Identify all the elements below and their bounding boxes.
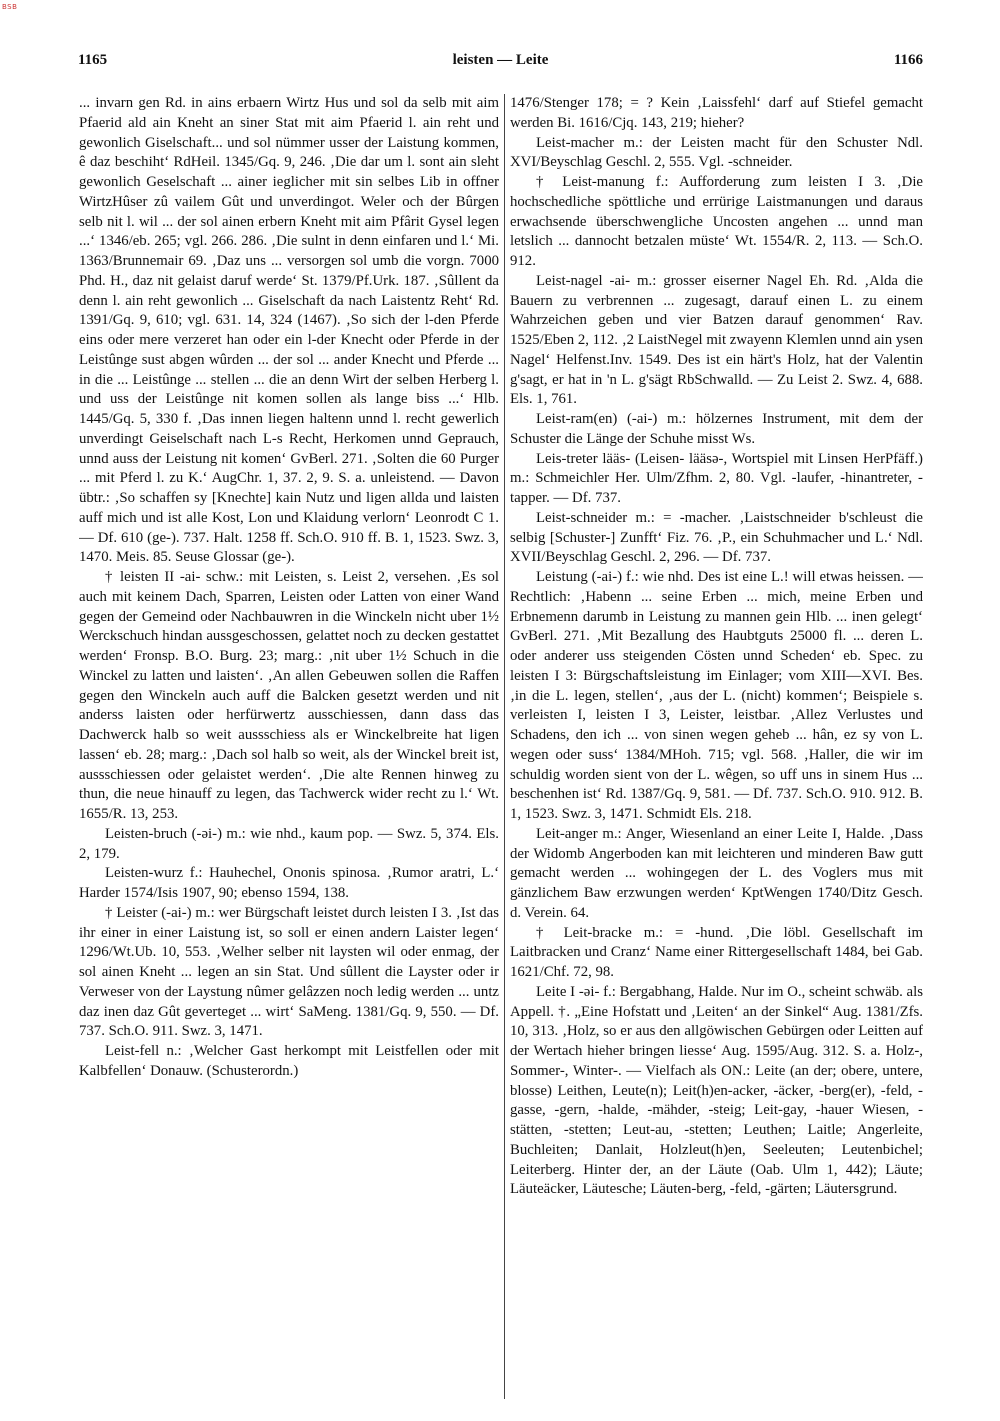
entry-paragraph: ... invarn gen Rd. in ains erbaern Wirtz Hus und sol da selb mit aim Pfaerid ald ain Kneht an siner Stat mit aim Pfaerid l. ain reht und gewonlich Giselschaft... und sol nümmer usser der Laistung kommen, ê daz beschiht‘ RdHeil. 1345/Gq. 9, 246. ‚Die dar um l. sont ain sleht gewonlich Geselschaft ... ainer ieglicher mit sin selbes Lib in offner WirtzHûser zû vailem Gût und unverdingot. Weler och der Bûrgen selb nit l. wil ... der sol ainen erbern Kneht mit aim Pfârit Gysel legen ...‘ 1346/eb. 265; vgl. 266. 286. ‚Die sulnt in denn einfaren und l.‘ Mi. 1363/Brunnemair 69. ‚Daz uns ... versorgen sol umb die vorgn. 7000 Phd. H., daz nit gelaist daruf werde‘ St. 1379/Pf.Urk. 187. ‚Sûllent da denn l. ain reht gewonlich ... Giselschaft da nach Laistentz Reht‘ Rd. 1391/Gq. 9, 610; vgl. 631. 14, 324 (1467). ‚So sich der l-den Pferde eins oder mere verzeret han oder ein l-der Knecht oder Pferde in der Leistûnge sust abgen wûrden ... der sol ... ander Knecht und Pferde ... in die ... Leistûnge ... stellen ... die an denn Wirt der selben Herberg l. und uss der Leistûnge nit komen sollen als lange biss ...‘ Hlb. 1445/Gq. 5, 330 f. ‚Das innen liegen haltenn unnd l. recht gewerlich unverdingt Geiselschaft nach L-s Recht, Herkomen unnd Geprauch, unnd auss der Leistung nit komen‘ GvBerl. 271. ‚Solten die 60 Purger ... mit Pferd l. zu K.‘ AugChr. 1, 37. 2, 9. S. a. unleistend. — Davon übtr.: ‚So schaffen sy [Knechte] kain Nutz und ligen allda und laisten auff mich und ist alle Kost, Lon und Klaidung verlorn‘ Leonrodt C 1. — Df. 610 (ge-). 737. Halt. 1258 ff. Sch.O. 910 ff. B. 1, 1523. Swz. 3, 1470. Meis. 85. Seuse Glossar (ge-). (79, 95, 499, 566)
entry-paragraph: Leisten-wurz f.: Hauhechel, Ononis spinosa. ‚Rumor aratri, L.‘ Harder 1574/Isis 1907, 90; ebenso 1594, 138. (79, 865, 499, 901)
entry-paragraph: Leist-nagel -ai- m.: grosser eiserner Nagel Eh. Rd. ‚Alda die Bauern zu verbrennen ... zugesagt, darauf einen L. zu einem Wahrzeichen geben und vier Batzen darauf genommen‘ Rav. 1525/Eben 2, 112. ‚2 LaistNegel mit zwayenn Klemlen unnd ain ysen Nagel‘ Helfenst.Inv. 1549. Des ist ein härt's Holz, hat der Valentin g'sagt, er hat in 'n L. g'sägt RbSchwalld. — Zu Leist 2. Swz. 4, 688. Els. 1, 761. (510, 272, 923, 408)
entry-paragraph: Leist-fell n.: ‚Welcher Gast herkompt mit Leistfellen oder mit Kalbfellen‘ Donauw. (Schusterordn.) (79, 1043, 499, 1079)
page-number-left: 1165 (78, 52, 108, 68)
entry-paragraph: 1476/Stenger 178; = ? Kein ‚Laissfehl‘ darf auf Stiefel gemacht werden Bi. 1616/Cjq. 143, 219; hieher? (510, 95, 923, 131)
entry-paragraph: † Leist-manung f.: Aufforderung zum leisten I 3. ‚Die hochschedliche spöttliche und errürige Laistmanungen und daraus erwachsende überschwengliche Uncosten angehen ... unnd man letslich ... dannocht betzalen müste‘ Wt. 1554/R. 2, 113. — Sch.O. 912. (510, 174, 923, 269)
right-column (510, 94, 923, 1404)
page-header (78, 52, 923, 72)
entry-paragraph: † Leister (-ai-) m.: wer Bürgschaft leistet durch leisten I 3. ‚Ist das ihr einer in einer Laistung ist, so soll er einen andern Laister legen‘ 1296/Wt.Ub. 10, 553. ‚Welher selber nit laysten wil oder enmag, der sol ainen Kneht ... legen an sin Stat. Und sûllent die Layster oder ir Verweser von der Laystung nûmer gelâzzen noch ledig werden ... untz daz inen daz Gût geverteget ... wirt‘ SaMeng. 1381/Gq. 9, 550. — Df. 737. Sch.O. 911. Swz. 3, 1471. (79, 904, 499, 1040)
left-column (79, 94, 499, 1404)
entry-paragraph: Leist-schneider m.: = -macher. ‚Laistschneider b'schleust die selbig [Schuster-] Zunfft‘ Fiz. 76. ‚P., ein Schuhmacher und L.‘ Ndl. XVII/Beyschlag Geschl. 2, 296. — Df. 737. (510, 509, 923, 566)
entry-paragraph: Leist-macher m.: der Leisten macht für den Schuster Ndl. XVI/Beyschlag Geschl. 2, 555. Vgl. -schneider. (510, 134, 923, 171)
column-divider (504, 94, 505, 1399)
entry-paragraph: Leistung (-ai-) f.: wie nhd. Des ist eine L.! will etwas heissen. — Rechtlich: ‚Habenn ... seine Erben ... mich, meine Erben und Erbnemenn darumb in Leistung zu mannen gein Hlb. ... inen gelegt‘ GvBerl. 271. ‚Mit Bezallung des Haubtguts 25000 fl. ... deren L. oder anderer uss steigenden Cösten unnd Scheden‘ eb. Spec. zu leisten I 3: Bürgschaftsleistung im Einlager; vom XIII—XVI. Bes. ‚in die L. legen, stellen‘, ‚aus der L. (nicht) kommen‘; Beispiele s. verleisten I, leisten I 3, Leister, leistbar. ‚Allez Verlustes und Schadens, den ich ... von sinen wegen geheb ... hân, ez sy von L. wegen oder suss‘ 1384/MHoh. 715; vgl. 568. ‚Haller, die wir im schuldig worden sient von der L. wêgen, so uff uns in sinem Hus ... beschenhen ist‘ Rd. 1387/Gq. 9, 581. — Df. 737. Sch.O. 910. 912. B. 1, 1523. Swz. 3, 1471. Schmidt Els. 218. (510, 569, 923, 822)
entry-paragraph: Leis-treter lääs- (Leisen- lääsə-, Wortspiel mit Linsen HerPfäff.) m.: Schmeichler Her. Ulm/Zfhm. 2, 80. Vgl. -laufer, -hinantreter, -tapper. — Df. 737. (510, 450, 923, 506)
entry-paragraph: † leisten II -ai- schw.: mit Leisten, s. Leist 2, versehen. ‚Es sol auch mit keinem Dach, Sparren, Leisten oder Latten von einer Wand gegen der Gemeind oder Nachbauwren in die Winckeln nicht uber 1½ Werckschuch hindan aussgeschossen, gelattet noch zu decken gestattet werden‘ Fronsp. B.O. Burg. 23; marg.: ‚nit uber 1½ Schuch in die Winckel zu latten und laisten‘. ‚An allen Gebeuwen sollen die Raffen gegen den Winckeln auch auff die Balcken gesetzt werden und nit anderss laisten oder herfürwertz ausschiessen, dann dass das Dachwerck halb so weit aussschiess als er Winckelbreite hat ligen lassen‘ eb. 28; marg.: ‚Dach sol halb so weit, als der Winckel breit ist, aussschiessen oder gelaistet werden‘. ‚Die alte Rennen hinweg zu thun, die neue hinauff zu legen, das Tachwerck wider recht zu l.‘ Wt. 1655/R. 13, 253. (79, 569, 499, 822)
entry-paragraph: † Leit-bracke m.: = -hund. ‚Die löbl. Gesellschaft im Laitbracken und Cranz‘ Name einer Rittergesellschaft 1484, bei Gab. 1621/Chf. 72, 98. (510, 924, 923, 980)
entry-paragraph: Leist-ram(en) (-ai-) m.: hölzernes Instrument, mit dem der Schuster die Länge der Schuhe misst Ws. (510, 411, 923, 447)
library-mark: BSB (2, 3, 18, 11)
running-title: leisten — Leite (452, 52, 549, 68)
entry-paragraph: Leisten-bruch (-əi-) m.: wie nhd., kaum pop. — Swz. 5, 374. Els. 2, 179. (79, 825, 499, 862)
page-number-right: 1166 (893, 52, 923, 68)
entry-paragraph: Leit-anger m.: Anger, Wiesenland an einer Leite I, Halde. ‚Dass der Widomb Angerboden kan mit leichteren und minderen Baw gutt gemacht werden ... wohingegen der L. des Voglers mus mit gänzlichem Baw erzwungen werden‘ KptWengen 1740/Ditz Gesch. d. Verein. 64. (510, 825, 923, 921)
entry-paragraph: Leite I -əi- f.: Bergabhang, Halde. Nur im O., scheint schwäb. als Appell. †. „Eine Hofstatt und ‚Leiten‘ an der Sinkel“ Aug. 1381/Zfs. 10, 313. ‚Holz, so er aus den allgöwischen Gebürgen oder Leitten auf der Wertach hieher bringen liesse‘ Aug. 1595/Aug. 312. S. a. Holz-, Sommer-, Winter-. — Vielfach als ON.: Leite (an der; obere, untere, blosse) Leithen, Leute(n); Leit(h)en-acker, -äcker, -berg(er), -feld, -gasse, -gern, -halde, -mähder, -steig; Leit-gay, -hauer Wiesen, -stätten, -stetten; Leut-au, -stetten; Leuthen; Laitle; Angerleite, Buchleiten; Danlait, Holzleut(h)en, Seeleuten; Leutenbichel; Leiterberg. Hinter der, an der Läute (Oab. Ulm 1, 442); Läute; Läuteäcker, Läutesche; Läuten-berg, -feld, -gärten; Läutersgrund. (510, 983, 923, 1198)
